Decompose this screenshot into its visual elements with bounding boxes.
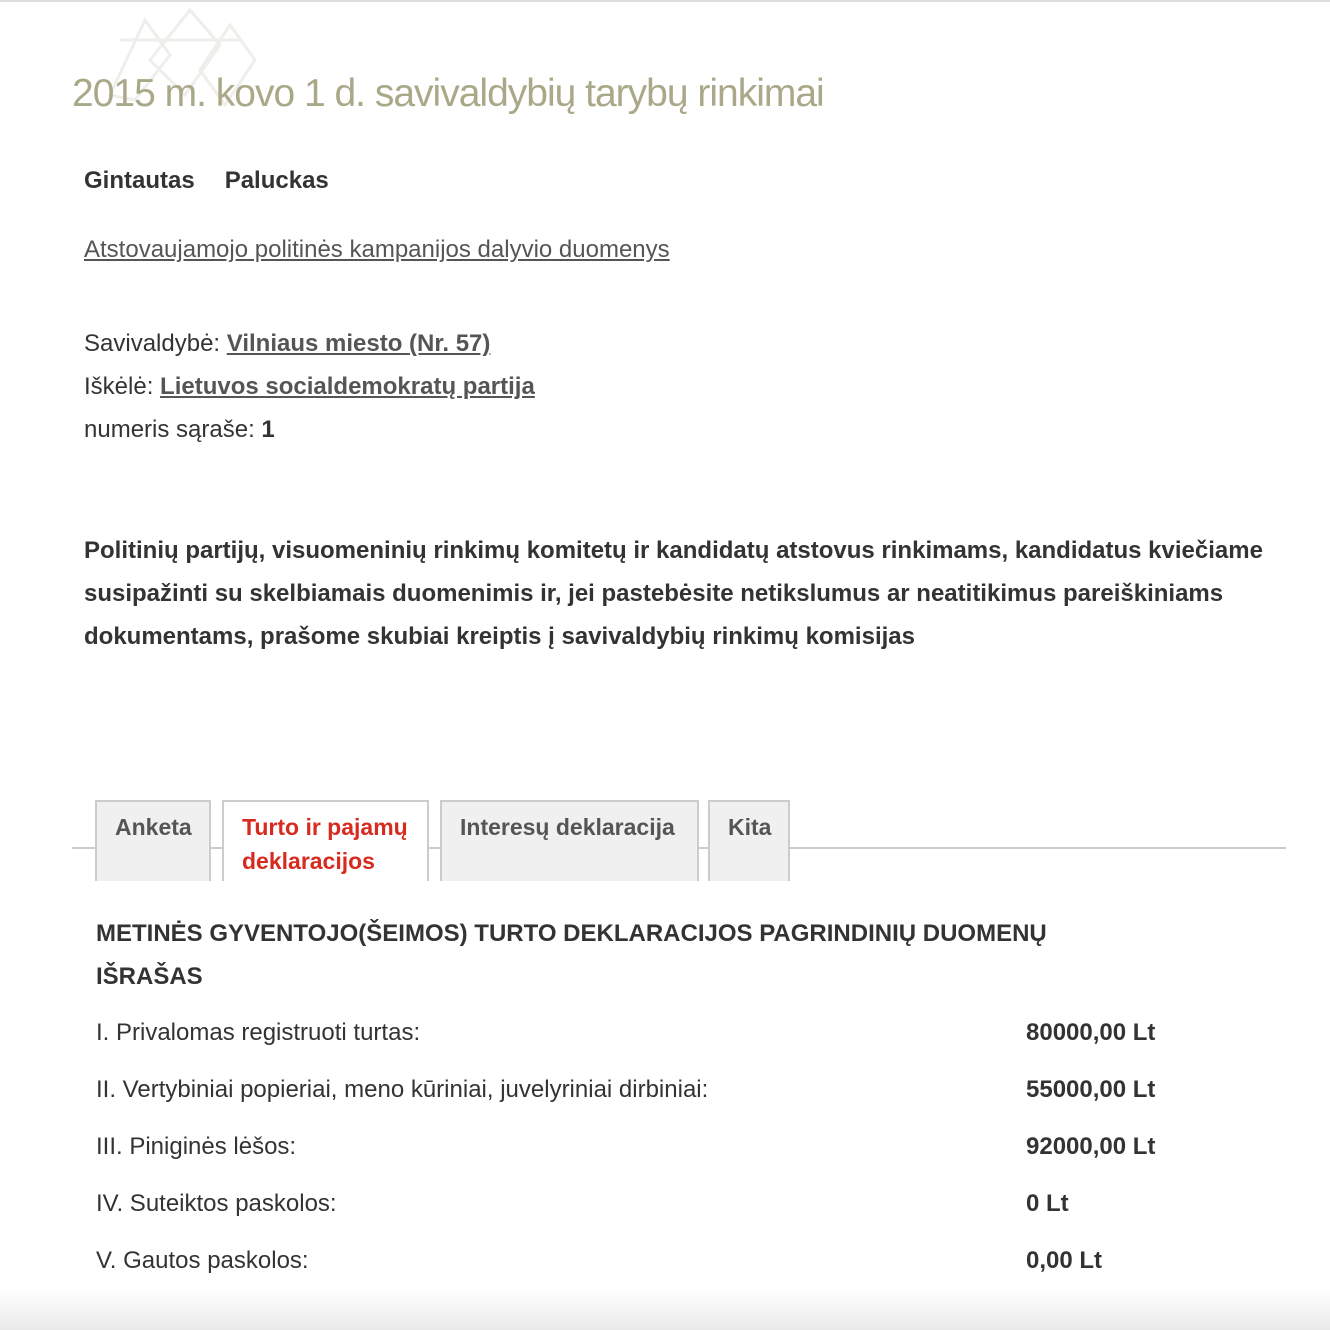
declaration-row-label: III. Piniginės lėšos: — [96, 1133, 297, 1160]
declaration-row-label: I. Privalomas registruoti turtas: — [96, 1019, 421, 1046]
declaration-row-value: 0,00 Lt — [1026, 1247, 1103, 1274]
campaign-participant-link[interactable]: Atstovaujamojo politinės kampanijos dalyvio duomenys — [84, 236, 670, 263]
declaration-row-value: 0 Lt — [1026, 1190, 1069, 1217]
municipality-link[interactable]: Vilniaus miesto (Nr. 57) — [226, 330, 491, 357]
declaration-title: METINĖS GYVENTOJO(ŠEIMOS) TURTO DEKLARACIJOS PAGRINDINIŲ DUOMENŲ IŠRAŠAS — [96, 920, 1047, 990]
candidate-info — [84, 322, 535, 451]
list-number-row — [84, 408, 535, 451]
tab-anketa[interactable]: Anketa — [95, 800, 211, 881]
candidate-name — [84, 167, 329, 195]
municipality-row — [84, 322, 535, 365]
tab-interesu-deklaracija[interactable]: Interesų deklaracija — [440, 800, 699, 881]
candidate-last-name: Paluckas — [224, 167, 329, 194]
page-title: 2015 m. kovo 1 d. savivaldybių tarybų rinkimai — [72, 72, 824, 115]
declaration-row-value: 92000,00 Lt — [1026, 1133, 1156, 1160]
bottom-shadow — [0, 1290, 1330, 1330]
declaration-row-value: 80000,00 Lt — [1026, 1019, 1156, 1046]
declaration-row — [96, 1133, 1196, 1173]
tab-kita[interactable]: Kita — [708, 800, 790, 881]
list-number-value: 1 — [261, 416, 275, 443]
tab-turto-pajamu-deklaracijos[interactable]: Turto ir pajamų deklaracijos — [222, 800, 429, 881]
notice-text: Politinių partijų, visuomeninių rinkimų komitetų ir kandidatų atstovus rinkimams, kandidatus kviečiame susipažinti su skelbiamais duomenimis ir, jei pastebėsite netikslumus ar neatitikimus pareiškiniams dokumentams, prašome skubiai kreiptis į savivaldybių rinkimų komisijas — [84, 537, 1263, 650]
party-link[interactable]: Lietuvos socialdemokratų partija — [160, 373, 535, 400]
declaration-row — [96, 1019, 1196, 1059]
declaration-row-label: II. Vertybiniai popieriai, meno kūriniai, juvelyriniai dirbiniai: — [96, 1076, 709, 1103]
declaration-row — [96, 1076, 1196, 1116]
nominated-label: Iškėlė: — [84, 373, 161, 400]
declaration-row-label: IV. Suteiktos paskolos: — [96, 1190, 337, 1217]
candidate-first-name: Gintautas — [84, 167, 195, 194]
declaration-row-label: V. Gautos paskolos: — [96, 1247, 309, 1274]
municipality-label: Savivaldybė: — [84, 330, 227, 357]
list-number-label: numeris sąraše: — [84, 416, 262, 443]
nominated-row — [84, 365, 535, 408]
declaration-row — [96, 1190, 1196, 1230]
declaration-row — [96, 1247, 1196, 1287]
declaration-row-value: 55000,00 Lt — [1026, 1076, 1156, 1103]
